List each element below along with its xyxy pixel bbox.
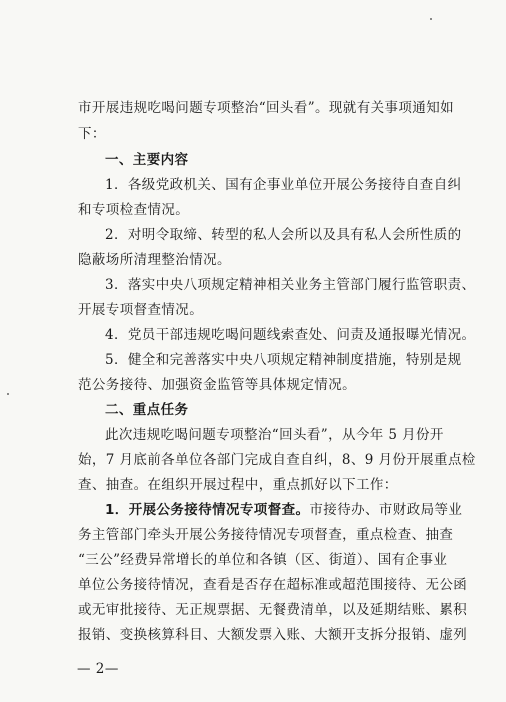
page-number: — 2— [77, 661, 119, 677]
body-line: 3．落实中央八项规定精神相关业务主管部门履行监管职责、 [105, 277, 476, 293]
body-line: 2．对明令取缔、转型的私人会所以及具有私人会所性质的 [105, 227, 462, 243]
body-line: 报销、变换核算科目、大额发票入账、大额开支拆分报销、虚列 [78, 627, 468, 643]
body-line: 4．党员干部违规吃喝问题线索查处、问责及通报曝光情况。 [105, 327, 476, 343]
scan-speck [7, 393, 9, 395]
body-line: 开展专项督查情况。 [78, 302, 204, 318]
body-line: 范公务接待、加强资金监管等具体规定情况。 [78, 377, 356, 393]
section-heading: 一、主要内容 [105, 152, 189, 168]
body-line: 下： [78, 126, 106, 142]
bold-lead: 1．开展公务接待情况专项督查。 [105, 502, 310, 518]
body-line: “三公”经费异常增长的单位和各镇（区、街道）、国有企事业 [78, 552, 448, 568]
body-line: 务主管部门牵头开展公务接待情况专项督查，重点检查、抽查 [78, 527, 454, 543]
body-line: 5．健全和完善落实中央八项规定精神制度措施，特别是规 [105, 352, 462, 368]
body-line: 查、抽查。在组织开展过程中，重点抓好以下工作： [78, 477, 398, 493]
body-line: 单位公务接待情况，查看是否存在超标准或超范围接待、无公函 [78, 577, 468, 593]
body-line: 1．各级党政机关、国有企事业单位开展公务接待自查自纠 [105, 177, 462, 193]
body-line: 此次违规吃喝问题专项整治“回头看”，从今年 5 月份开 [105, 427, 444, 443]
body-run: 市接待办、市财政局等业 [309, 502, 463, 518]
body-line: 或无审批接待、无正规票据、无餐费清单，以及延期结账、累积 [78, 602, 468, 618]
body-line-with-bold-lead [105, 500, 462, 520]
section-heading: 二、重点任务 [105, 402, 189, 418]
scan-speck [430, 18, 432, 20]
body-line: 和专项检查情况。 [78, 202, 190, 218]
body-line: 始，7 月底前各单位各部门完成自查自纠，8、9 月份开展重点检 [78, 452, 476, 468]
body-line: 市开展违规吃喝问题专项整治“回头看”。现就有关事项通知如 [78, 100, 455, 116]
body-line: 隐蔽场所清理整治情况。 [78, 252, 231, 268]
